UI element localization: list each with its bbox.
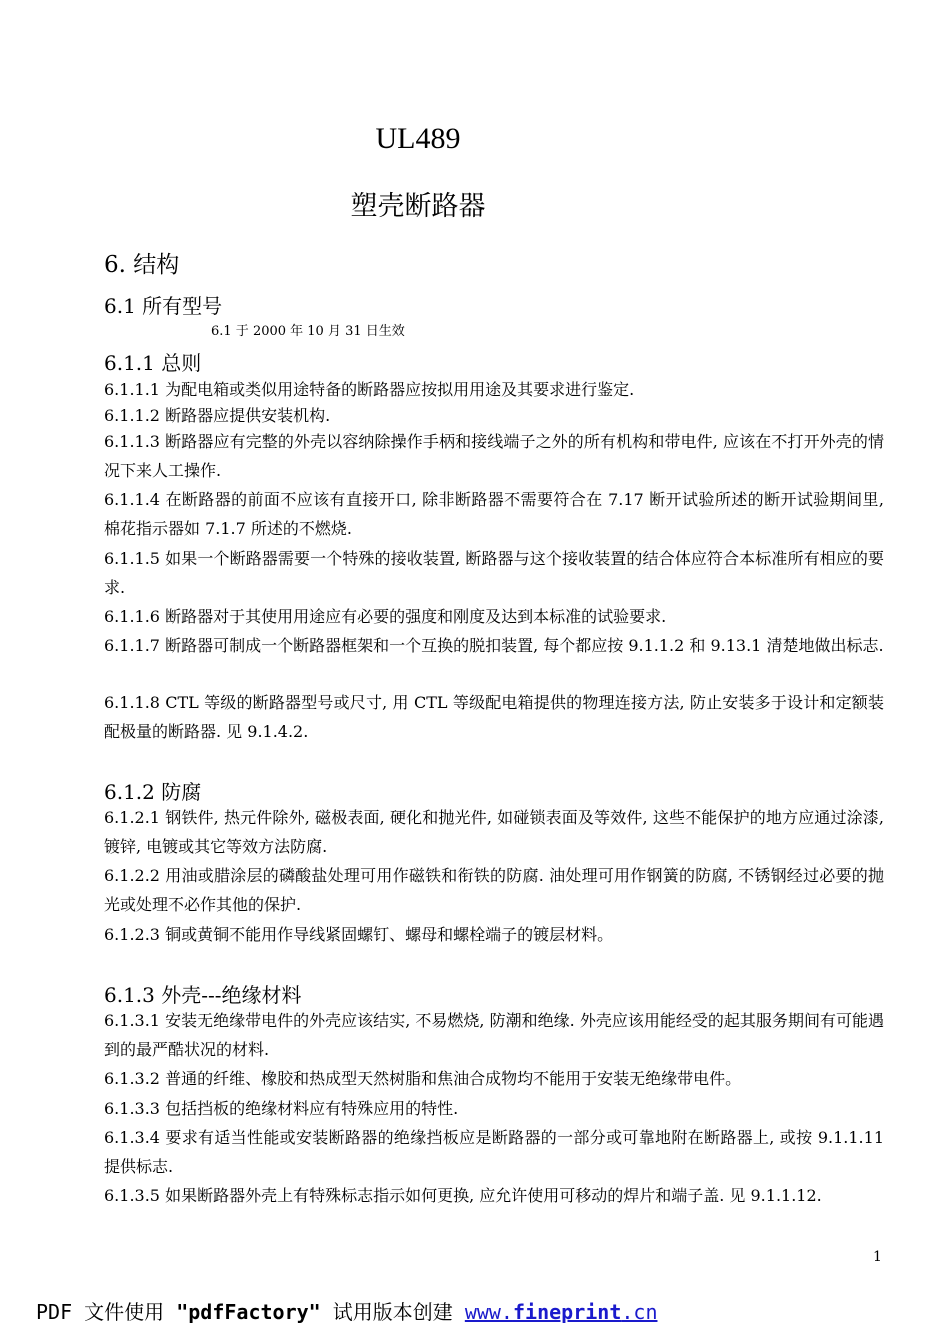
- fineprint-link[interactable]: [465, 1300, 658, 1324]
- footer-product-name: "pdfFactory": [176, 1300, 321, 1324]
- paragraph-6-1-1-8: 6.1.1.8 CTL 等级的断路器型号或尺寸, 用 CTL 等级配电箱提供的物理连接方法, 防止安装多于设计和定额装配极量的断路器. 见 9.1.4.2.: [104, 693, 884, 741]
- footer-suffix: 试用版本创建: [320, 1300, 465, 1324]
- paragraph-6-1-1-6: 6.1.1.6 断路器对于其使用用途应有必要的强度和刚度及达到本标准的试验要求.: [104, 607, 667, 626]
- link-suffix: .cn: [621, 1300, 658, 1324]
- paragraph-6-1-1-7: 6.1.1.7 断路器可制成一个断路器框架和一个互换的脱扣装置, 每个都应按 9.1.1.2 和 9.13.1 清楚地做出标志.: [104, 636, 884, 655]
- paragraph-6-1-1-5: 6.1.1.5 如果一个断路器需要一个特殊的接收装置, 断路器与这个接收装置的结合体应符合本标准所有相应的要求.: [104, 549, 884, 597]
- page-number: 1: [873, 1249, 882, 1265]
- paragraph-6-1-2-2: 6.1.2.2 用油或腊涂层的磷酸盐处理可用作磁铁和衔铁的防腐. 油处理可用作钢簧的防腐, 不锈钢经过必要的抛光或处理不必作其他的保护.: [104, 866, 884, 914]
- link-prefix: www.: [464, 1300, 513, 1324]
- paragraph-6-1-3-1: 6.1.3.1 安装无绝缘带电件的外壳应该结实, 不易燃烧, 防潮和绝缘. 外壳应该用能经受的起其服务期间有可能遇到的最严酷状况的材料.: [104, 1011, 884, 1059]
- paragraph-6-1-1-3: 6.1.1.3 断路器应有完整的外壳以容纳除操作手柄和接线端子之外的所有机构和带电件, 应该在不打开外壳的情况下来人工操作.: [104, 432, 884, 480]
- document-title: UL489: [375, 122, 461, 155]
- section-heading-6: 6. 结构: [104, 252, 180, 278]
- section-heading-6-1: 6.1 所有型号: [104, 294, 223, 318]
- paragraph-6-1-1-1: 6.1.1.1 为配电箱或类似用途特备的断路器应按拟用用途及其要求进行鉴定.: [104, 380, 635, 399]
- paragraph-6-1-2-1: 6.1.2.1 钢铁件, 热元件除外, 磁极表面, 硬化和抛光件, 如碰锁表面及等效件, 这些不能保护的地方应通过涂漆, 镀锌, 电镀或其它等效方法防腐.: [104, 808, 884, 856]
- effective-date-note: 6.1 于 2000 年 10 月 31 日生效: [211, 324, 405, 339]
- paragraph-6-1-3-3: 6.1.3.3 包括挡板的绝缘材料应有特殊应用的特性.: [104, 1099, 459, 1118]
- section-heading-6-1-3: 6.1.3 外壳---绝缘材料: [104, 983, 302, 1007]
- paragraph-6-1-2-3: 6.1.2.3 铜或黄铜不能用作导线紧固螺钉、螺母和螺栓端子的镀层材料。: [104, 925, 614, 944]
- document-subtitle: 塑壳断路器: [350, 191, 486, 221]
- pdf-footer-watermark: [36, 1296, 657, 1325]
- section-heading-6-1-1: 6.1.1 总则: [104, 351, 202, 375]
- section-heading-6-1-2: 6.1.2 防腐: [104, 780, 202, 804]
- paragraph-6-1-1-4: 6.1.1.4 在断路器的前面不应该有直接开口, 除非断路器不需要符合在 7.17 断开试验所述的断开试验期间里, 棉花指示器如 7.1.7 所述的不燃烧.: [104, 490, 884, 538]
- link-domain: fineprint: [512, 1300, 622, 1324]
- paragraph-6-1-1-2: 6.1.1.2 断路器应提供安装机构.: [104, 406, 331, 425]
- paragraph-6-1-3-4: 6.1.3.4 要求有适当性能或安装断路器的绝缘挡板应是断路器的一部分或可靠地附在断路器上, 或按 9.1.1.11 提供标志.: [104, 1128, 884, 1176]
- paragraph-6-1-3-2: 6.1.3.2 普通的纤维、橡胶和热成型天然树脂和焦油合成物均不能用于安装无绝缘带电件。: [104, 1069, 742, 1088]
- paragraph-6-1-3-5: 6.1.3.5 如果断路器外壳上有特殊标志指示如何更换, 应允许使用可移动的焊片和端子盖. 见 9.1.1.12.: [104, 1186, 822, 1205]
- footer-prefix: PDF 文件使用: [36, 1300, 177, 1324]
